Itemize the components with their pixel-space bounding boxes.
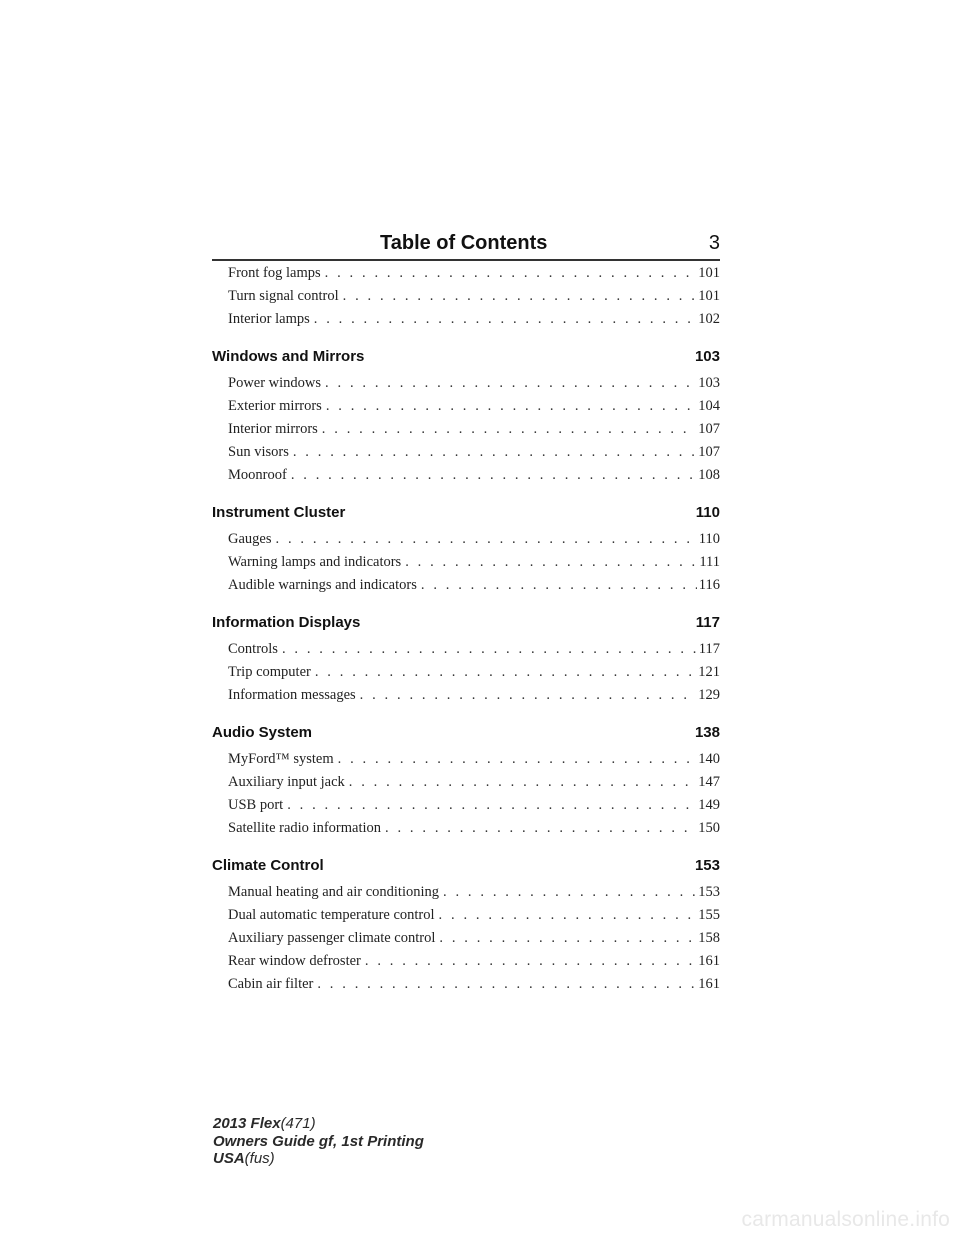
section-page-number: 117 [695,614,720,631]
section-title: Audio System [212,724,313,741]
section-title: Windows and Mirrors [212,348,365,365]
toc-entry[interactable] [212,528,720,551]
footer-model-code: (471) [280,1115,316,1132]
toc-section [212,851,720,996]
toc-entry[interactable] [212,817,720,840]
toc-entry-page-number: 102 [698,311,720,327]
toc-entry-title: Auxiliary passenger climate control [228,930,436,946]
toc-entry-page-number: 147 [698,774,720,790]
toc-entry-title: Interior mirrors [228,421,318,437]
toc-entry[interactable] [212,881,720,904]
toc-section [212,608,720,707]
dot-leader [314,308,697,331]
toc-entry[interactable] [212,638,720,661]
toc-entry-page-number: 150 [698,820,720,836]
dot-leader [349,771,696,794]
toc-section-heading[interactable] [212,851,720,881]
dot-leader [317,973,696,996]
toc-entry-page-number: 111 [699,554,720,570]
toc-entry-page-number: 101 [698,265,720,281]
toc-entry-page-number: 153 [698,884,720,900]
toc-entry[interactable] [212,395,720,418]
watermark: carmanualsonline.info [741,1208,950,1231]
toc-entry-title: Audible warnings and indicators [228,577,417,593]
toc-entry[interactable] [212,372,720,395]
dot-leader [291,464,696,487]
toc-entry-title: Rear window defroster [228,953,361,969]
dot-leader [385,817,696,840]
section-page-number: 103 [694,348,720,365]
dot-leader [365,950,696,973]
toc-entry-title: Satellite radio information [228,820,382,836]
toc-section-heading[interactable] [212,342,720,372]
toc-entry[interactable] [212,748,720,771]
toc-entry-title: Sun visors [228,444,289,460]
dot-leader [443,881,696,904]
footer-guide: Owners Guide gf, 1st Printing [213,1132,424,1150]
footer-market-code: (fus) [244,1150,275,1167]
toc-entry[interactable] [212,262,720,285]
toc-entry-page-number: 117 [698,641,720,657]
header-divider [212,259,720,261]
toc-section [212,718,720,840]
toc-entry[interactable] [212,441,720,464]
toc-entry-page-number: 107 [698,421,720,437]
toc-entry[interactable] [212,973,720,996]
toc-entry-page-number: 110 [698,531,720,547]
section-title: Information Displays [212,614,361,631]
toc-section-heading[interactable] [212,718,720,748]
toc-section [212,498,720,597]
section-title: Climate Control [212,857,324,874]
document-footer [213,1115,613,1168]
dot-leader [421,574,697,597]
toc-entry[interactable] [212,574,720,597]
toc-entry-page-number: 158 [698,930,720,946]
toc-entry-page-number: 104 [698,398,720,414]
dot-leader [360,684,697,707]
toc-entry-page-number: 103 [698,375,720,391]
footer-line-3 [213,1150,613,1168]
toc-entry-title: Front fog lamps [228,265,321,281]
dot-leader [322,418,696,441]
toc-entry-title: Auxiliary input jack [228,774,345,790]
toc-section [212,262,720,331]
toc-entry-title: Controls [228,641,278,657]
dot-leader [326,395,696,418]
toc-entry-page-number: 108 [698,467,720,483]
toc-entry[interactable] [212,927,720,950]
table-of-contents [212,262,720,996]
toc-entry-page-number: 101 [698,288,720,304]
dot-leader [325,262,697,285]
toc-section-heading[interactable] [212,608,720,638]
toc-entry-title: Warning lamps and indicators [228,554,402,570]
section-page-number: 138 [694,724,720,741]
page-title: Table of Contents [380,232,548,254]
toc-entry-page-number: 140 [698,751,720,767]
toc-entry-page-number: 161 [698,976,720,992]
section-page-number: 110 [695,504,720,521]
toc-entry-title: Trip computer [228,664,311,680]
footer-market: USA [213,1150,245,1167]
toc-entry-page-number: 121 [698,664,720,680]
toc-entry-title: Power windows [228,375,322,391]
dot-leader [293,441,696,464]
toc-entry-page-number: 116 [698,577,720,593]
dot-leader [405,551,697,574]
dot-leader [439,927,696,950]
toc-entry[interactable] [212,950,720,973]
footer-line-2 [213,1133,613,1151]
section-title: Instrument Cluster [212,504,346,521]
page-number: 3 [708,232,720,254]
toc-entry-title: MyFord™ system [228,751,334,767]
toc-entry[interactable] [212,418,720,441]
dot-leader [282,638,697,661]
footer-line-1 [213,1115,613,1133]
dot-leader [343,285,697,308]
page-header [212,228,720,260]
toc-entry-title: Interior lamps [228,311,310,327]
toc-entry-title: Information messages [228,687,356,703]
dot-leader [315,661,696,684]
toc-entry[interactable] [212,308,720,331]
toc-entry-title: USB port [228,797,284,813]
toc-entry-page-number: 155 [698,907,720,923]
dot-leader [338,748,697,771]
toc-entry-title: Manual heating and air conditioning [228,884,440,900]
toc-entry-title: Moonroof [228,467,287,483]
section-page-number: 153 [694,857,720,874]
toc-entry[interactable] [212,794,720,817]
toc-entry[interactable] [212,771,720,794]
toc-entry-page-number: 129 [698,687,720,703]
toc-entry[interactable] [212,464,720,487]
dot-leader [276,528,697,551]
toc-section-heading[interactable] [212,498,720,528]
toc-section [212,342,720,487]
toc-entry[interactable] [212,904,720,927]
footer-model: 2013 Flex [213,1115,281,1132]
toc-entry[interactable] [212,684,720,707]
toc-entry-page-number: 161 [698,953,720,969]
dot-leader [287,794,696,817]
dot-leader [325,372,696,395]
toc-entry-page-number: 107 [698,444,720,460]
toc-entry-title: Exterior mirrors [228,398,322,414]
dot-leader [439,904,697,927]
toc-entry-title: Gauges [228,531,272,547]
toc-entry[interactable] [212,661,720,684]
toc-entry[interactable] [212,285,720,308]
toc-entry-page-number: 149 [698,797,720,813]
toc-entry[interactable] [212,551,720,574]
toc-entry-title: Cabin air filter [228,976,314,992]
toc-entry-title: Dual automatic temperature control [228,907,435,923]
toc-entry-title: Turn signal control [228,288,339,304]
